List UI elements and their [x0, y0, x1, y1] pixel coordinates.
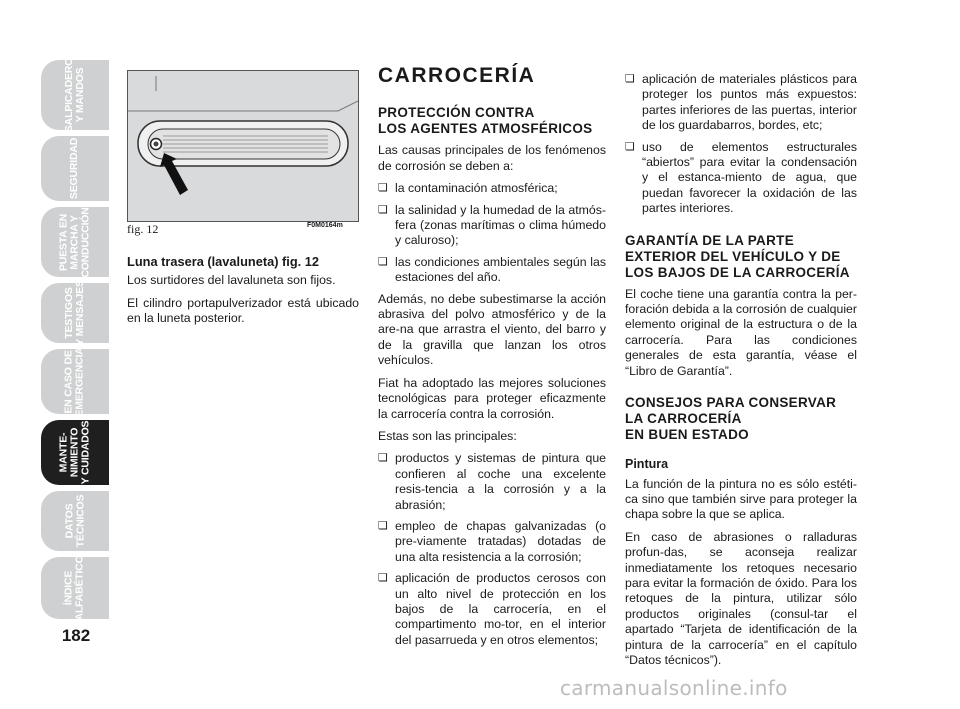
list-item: ❏ aplicación de materiales plásticos para proteger los puntos más expuestos: partes inferiores de las puertas, interior de los guardabarros, bordes, etc; — [625, 72, 857, 134]
tab-emergencia[interactable] — [41, 346, 109, 417]
paragraph: El coche tiene una garantía contra la per-foración debida a la corrosión de cualquier elemento original de la estructura o de la carrocería. Para las condiciones generales de esta garantía, véase el “Libro de Garantía”. — [625, 286, 857, 378]
washer-drawing — [128, 71, 358, 221]
tab-label: DATOS TÉCNICOS — [63, 494, 86, 548]
page-title: CARROCERÍA — [378, 64, 536, 87]
paragraph: El cilindro portapulverizador está ubicado en la luneta posterior. — [127, 295, 359, 326]
paragraph: Fiat ha adoptado las mejores soluciones tecnológicas para proteger eficazmente la carrocería contra la corrosión. — [378, 375, 606, 421]
tab-testigos[interactable] — [41, 280, 109, 346]
paragraph: Los surtidores del lavaluneta son fijos. — [127, 273, 336, 288]
tab-label: ÍNDICE ALFABÉTICO — [63, 555, 86, 621]
section-heading: CONSEJOS PARA CONSERVAR LA CARROCERÍA EN BUEN ESTADO — [625, 395, 837, 443]
section-heading: PROTECCIÓN CONTRA LOS AGENTES ATMOSFÉRICOS — [378, 105, 593, 137]
tab-label: PUESTA EN MARCHA Y CONDUCCIÓN — [57, 206, 92, 278]
list-item: ❏ las condiciones ambientales según las estaciones del año. — [378, 255, 606, 286]
figure-caption: fig. 12 — [127, 222, 159, 236]
column-1 — [127, 254, 359, 334]
subsection-heading: Pintura — [625, 457, 669, 472]
tab-salpicadero[interactable] — [41, 57, 109, 133]
paragraph: Las causas principales de los fenómenos de corrosión se deben a: — [378, 143, 606, 173]
tab-indice[interactable] — [41, 557, 109, 619]
list-item: ❏ aplicación de productos cerosos con un alto nivel de protección en los bajos de la carrocería, en el compartimento mo-tor, en el interior del pasarrueda y en otros elementos; — [378, 571, 606, 648]
column-3 — [625, 72, 857, 675]
figure-code: F0M0164m — [307, 222, 343, 229]
section-heading: Luna trasera (lavaluneta) fig. 12 — [127, 254, 320, 269]
tab-label: SEGURIDAD — [68, 137, 81, 200]
list-item: ❏ la salinidad y la humedad de la atmós-fera (zonas marítimas o clima húmedo y caluroso); — [378, 203, 606, 249]
tab-mantenimiento[interactable] — [41, 420, 109, 485]
tab-label: MANTE- NIMIENTO Y CUIDADOS — [57, 420, 92, 485]
list-item: ❏ uso de elementos estructurales “abiertos” para evitar la condensación y el estanca-miento de agua, que puedan favorecer la oxidación de las partes interiores. — [625, 140, 857, 217]
list-item: ❏ la contaminación atmosférica; — [378, 181, 606, 196]
paragraph: Además, no debe subestimarse la acción abrasiva del polvo atmosférico y de la are-na que arrastra el viento, del barro y de la gravilla que lanzan los otros vehículos. — [378, 291, 606, 368]
tab-datos-tecnicos[interactable] — [41, 491, 109, 551]
section-heading: GARANTÍA DE LA PARTE EXTERIOR DEL VEHÍCULO Y DE LOS BAJOS DE LA CARROCERÍA — [625, 232, 850, 280]
column-2 — [378, 64, 606, 654]
tab-label: TESTIGOS Y MENSAJES — [63, 280, 86, 346]
paragraph: Estas son las principales: — [378, 428, 517, 443]
rear-washer-illustration — [127, 70, 359, 222]
tab-puesta-en-marcha[interactable] — [41, 207, 109, 277]
tab-seguridad[interactable] — [41, 136, 109, 201]
tab-label: EN CASO DE EMERGENCIA — [63, 346, 86, 417]
tab-label: SALPICADERO Y MANDOS — [63, 57, 87, 133]
list-item: ❏ productos y sistemas de pintura que confieren al coche una excelente resis-tencia a la corrosión y a la abrasión; — [378, 451, 606, 513]
paragraph: En caso de abrasiones o ralladuras profun-das, se aconseja realizar inmediatamente los retoques necesario para evitar la formación de óxido. Para los retoques de la pintura, utilizar sólo productos originales (consul-tar el apartado “Tarjeta de identificación de la pintura de la carrocería” en el capítulo “Datos técnicos”). — [625, 529, 857, 667]
page-number: 182 — [61, 626, 91, 645]
paragraph: La función de la pintura no es sólo estéti-ca sino que también sirve para proteger la chapa sobre la que se aplica. — [625, 476, 857, 522]
watermark: carmanualsonline.info — [560, 676, 788, 700]
list-item: ❏ empleo de chapas galvanizadas (o pre-viamente tratadas) dotadas de una alta resistencia a la corrosión; — [378, 519, 606, 565]
